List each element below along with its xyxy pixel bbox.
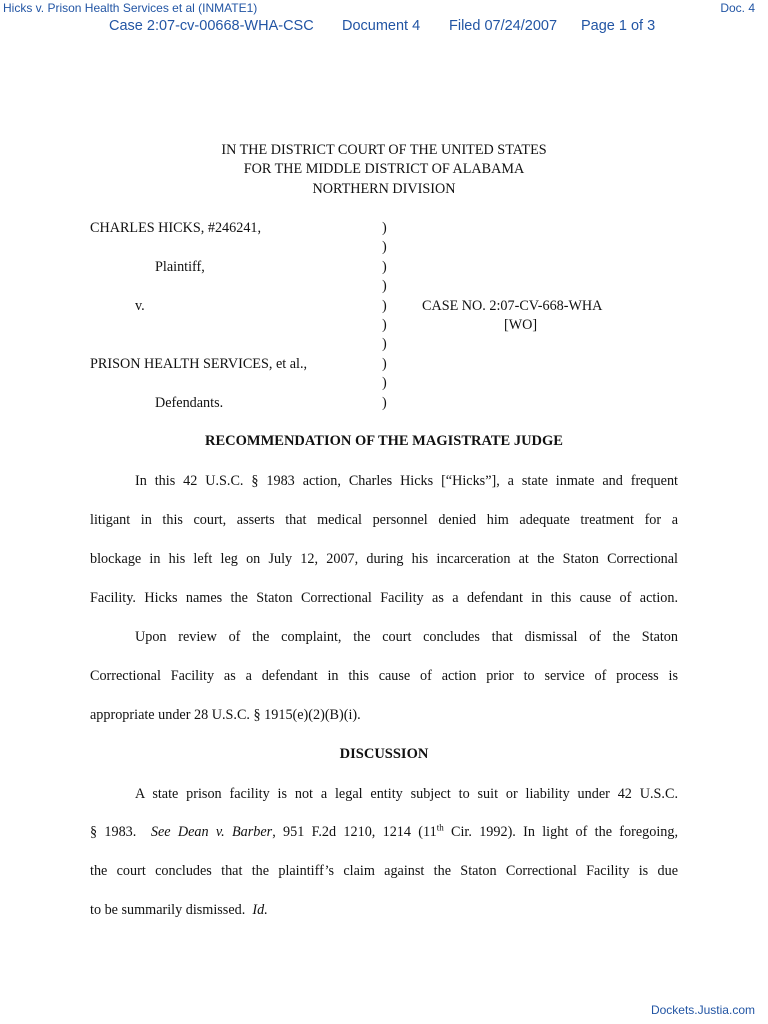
case-number-caption: CASE NO. 2:07-CV-668-WHA bbox=[422, 298, 603, 314]
justia-footer-link[interactable]: Dockets.Justia.com bbox=[650, 1003, 755, 1017]
caption-paren: ) bbox=[382, 356, 387, 372]
case-citation: See Dean v. Barber bbox=[150, 824, 273, 840]
caption-paren: ) bbox=[382, 317, 387, 333]
court-name-line1: IN THE DISTRICT COURT OF THE UNITED STATES bbox=[221, 142, 547, 158]
caption-paren: ) bbox=[382, 298, 387, 314]
paragraph-1-line: Facility. Hicks names the Staton Correctional Facility as a defendant in this cause of action. bbox=[90, 590, 678, 606]
citation-reporter: , 951 F.2d 1210, 1214 (11 bbox=[272, 824, 437, 840]
paragraph-2-line: Correctional Facility as a defendant in this cause of action prior to service of process is bbox=[90, 668, 678, 684]
plaintiff-name: CHARLES HICKS, #246241, bbox=[90, 220, 262, 236]
discussion-line bbox=[90, 824, 678, 841]
case-title-link[interactable]: Hicks v. Prison Health Services et al (INMATE1) bbox=[3, 1, 258, 15]
dismissal-text: to be summarily dismissed. bbox=[90, 902, 246, 918]
case-tag: [WO] bbox=[504, 317, 538, 333]
filed-date: Filed 07/24/2007 bbox=[449, 18, 558, 34]
caption-paren: ) bbox=[382, 220, 387, 236]
caption-paren: ) bbox=[382, 259, 387, 275]
paragraph-2-line: appropriate under 28 U.S.C. § 1915(e)(2)(B)(i). bbox=[90, 707, 361, 723]
id-citation: Id. bbox=[252, 902, 268, 918]
paragraph-1-line: blockage in his left leg on July 12, 2007, during his incarceration at the Staton Correctional bbox=[90, 551, 678, 567]
paragraph-1-line: litigant in this court, asserts that medical personnel denied him adequate treatment for a bbox=[90, 512, 678, 528]
caption-paren: ) bbox=[382, 375, 387, 391]
doc-number-link[interactable]: Doc. 4 bbox=[720, 1, 755, 15]
paragraph-1-line: In this 42 U.S.C. § 1983 action, Charles Hicks [“Hicks”], a state inmate and frequent bbox=[135, 473, 678, 489]
discussion-heading: DISCUSSION bbox=[339, 746, 429, 762]
plaintiff-role: Plaintiff, bbox=[155, 259, 205, 275]
ordinal-suffix: th bbox=[436, 822, 444, 833]
recommendation-heading: RECOMMENDATION OF THE MAGISTRATE JUDGE bbox=[205, 433, 563, 449]
document-number: Document 4 bbox=[342, 18, 421, 34]
discussion-line: A state prison facility is not a legal entity subject to suit or liability under 42 U.S.C. bbox=[135, 786, 678, 802]
page-count: Page 1 of 3 bbox=[581, 18, 656, 34]
caption-paren: ) bbox=[382, 278, 387, 294]
section-ref: § 1983. bbox=[90, 824, 137, 840]
discussion-line: the court concludes that the plaintiff’s claim against the Staton Correctional Facility is due bbox=[90, 863, 678, 879]
discussion-line bbox=[90, 902, 678, 919]
case-number: Case 2:07-cv-00668-WHA-CSC bbox=[109, 18, 314, 34]
versus: v. bbox=[135, 298, 145, 314]
caption-paren: ) bbox=[382, 336, 387, 352]
court-name-line2: FOR THE MIDDLE DISTRICT OF ALABAMA bbox=[243, 161, 525, 177]
paragraph-2-line: Upon review of the complaint, the court concludes that dismissal of the Staton bbox=[135, 629, 678, 645]
defendant-name: PRISON HEALTH SERVICES, et al., bbox=[90, 356, 308, 372]
defendant-role: Defendants. bbox=[155, 395, 224, 411]
caption-paren: ) bbox=[382, 395, 387, 411]
citation-tail: Cir. 1992). In light of the foregoing, bbox=[443, 824, 678, 840]
court-name-line3: NORTHERN DIVISION bbox=[312, 181, 456, 197]
caption-paren: ) bbox=[382, 239, 387, 255]
